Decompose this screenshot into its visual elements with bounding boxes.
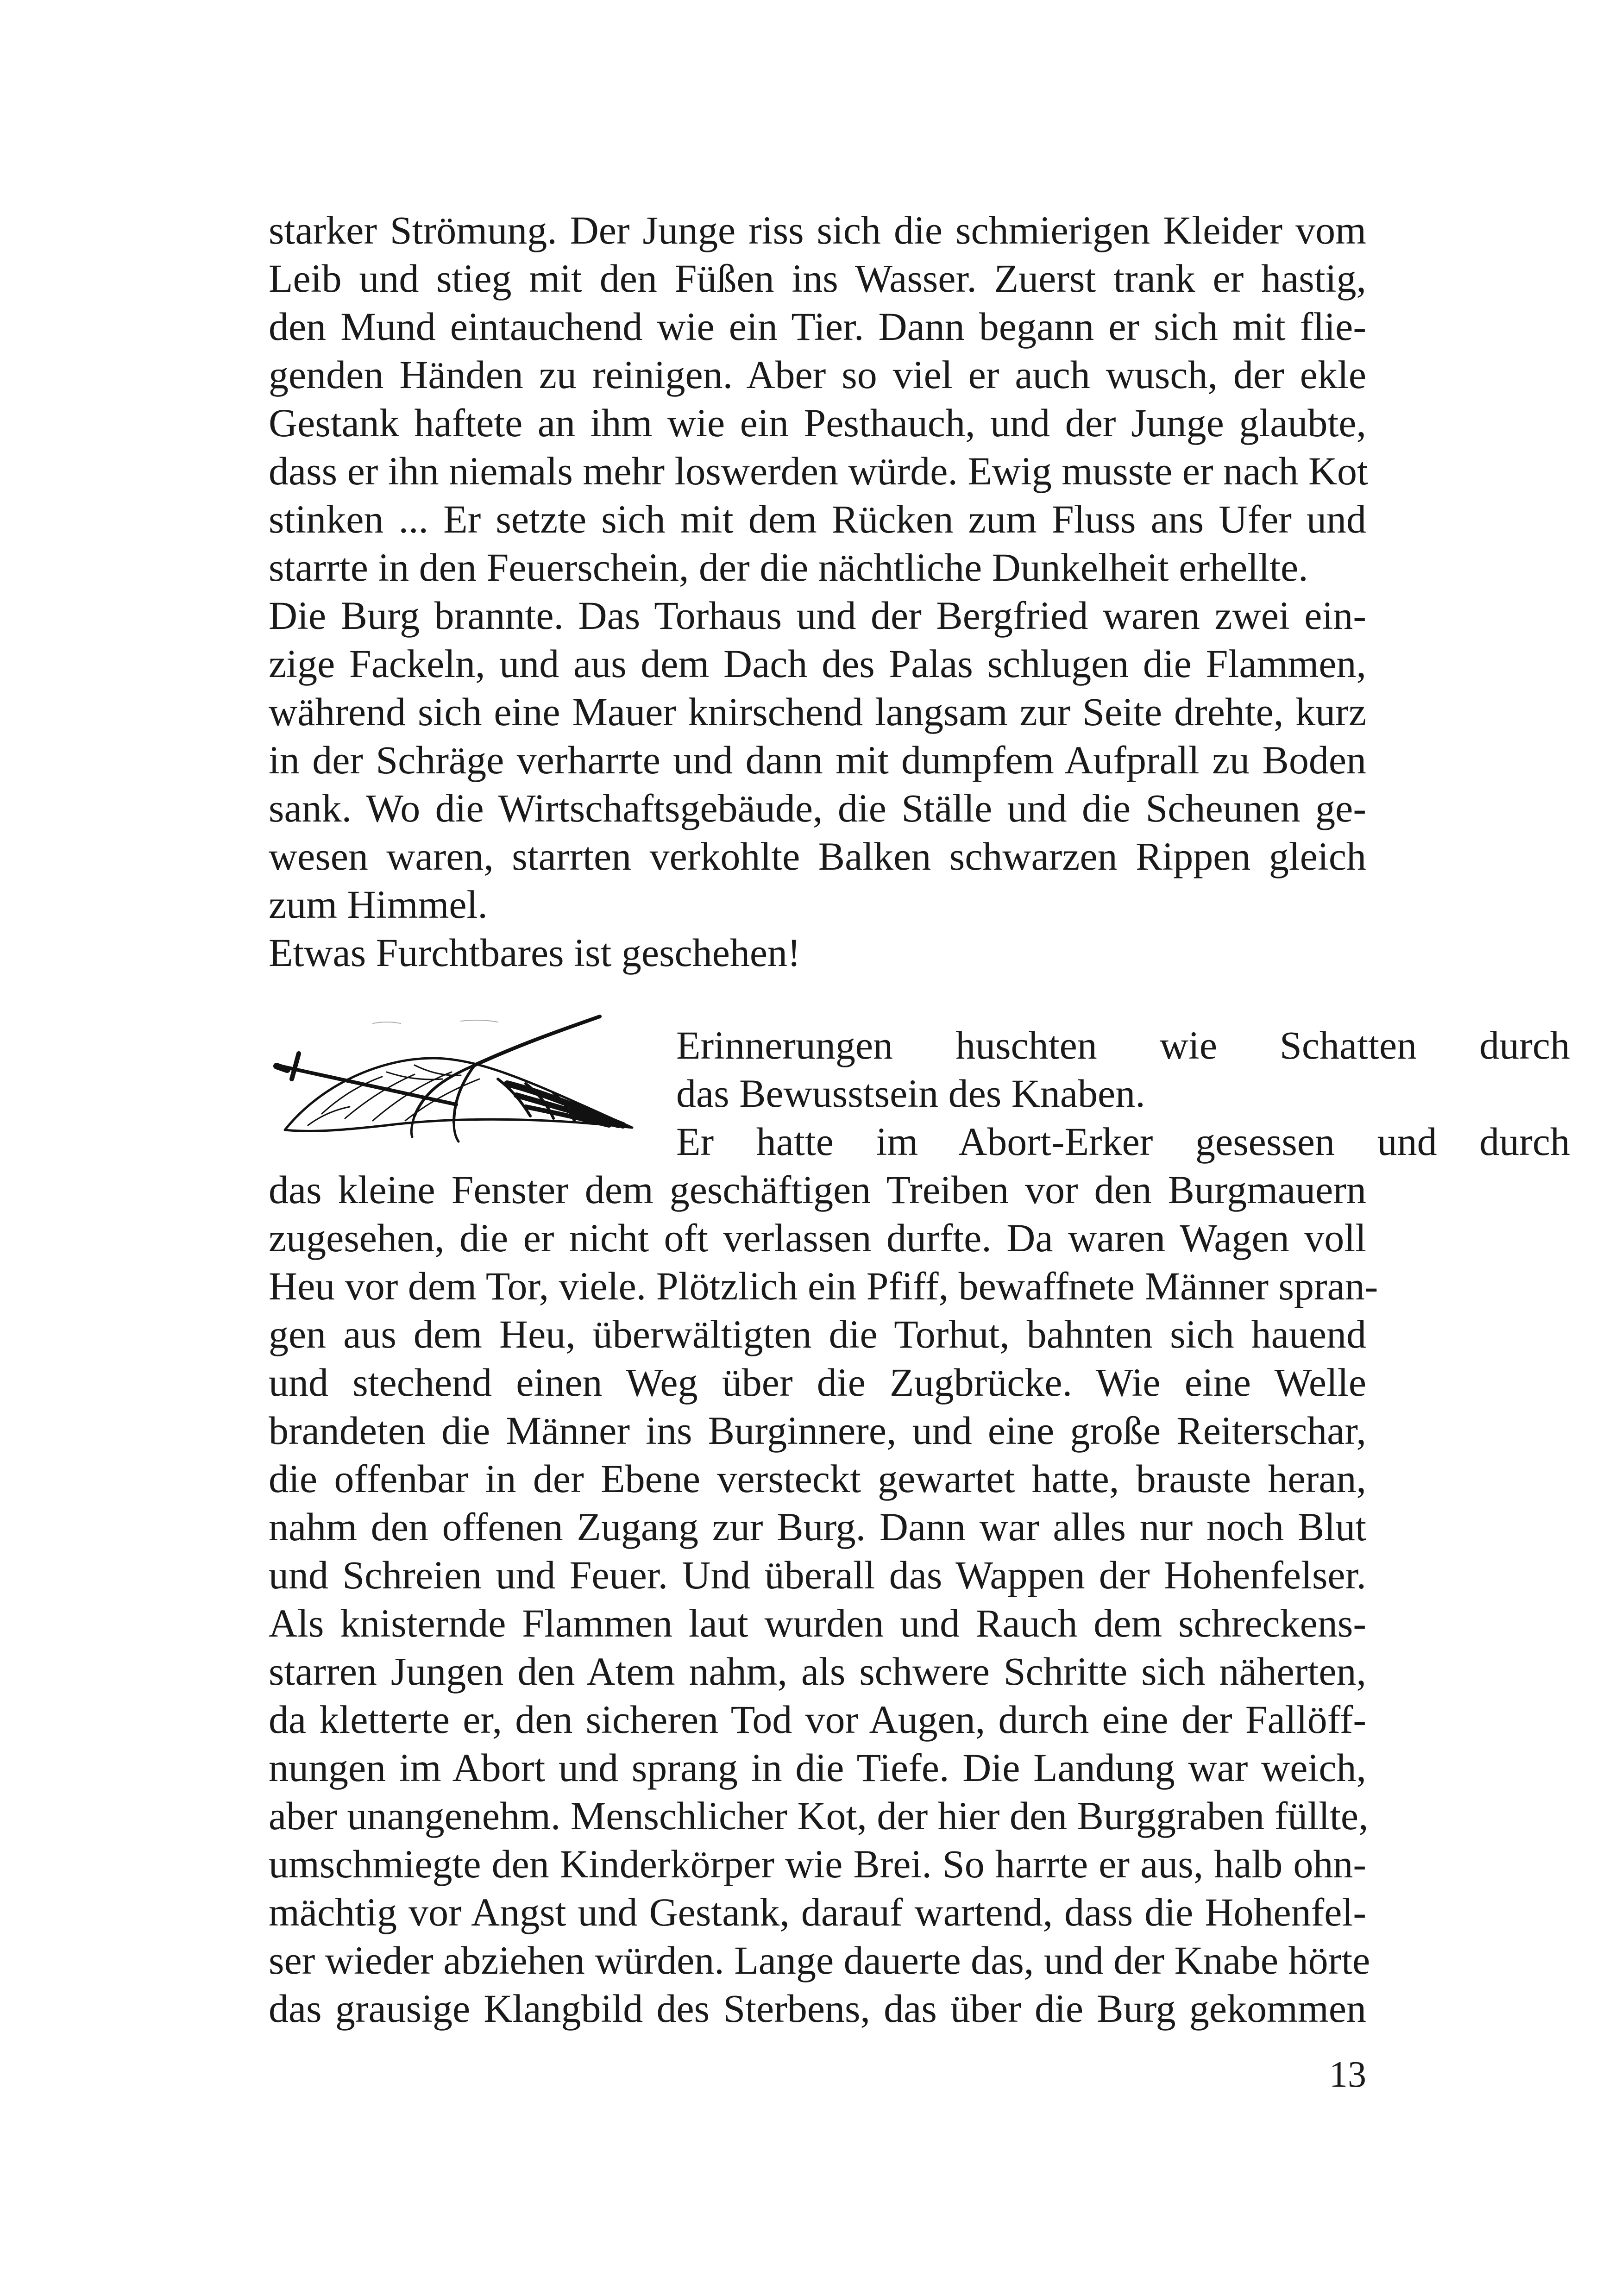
text-line: in der Schräge verharrte und dann mit dumpfem Aufprall zu Boden [269,738,1366,782]
text-line: ser wieder abziehen würden. Lange dauerte das, und der Knabe hörte [269,1938,1370,1982]
text-line: brandeten die Männer ins Burginnere, und eine große Reiterschar, [269,1408,1366,1453]
text-line: Als knisternde Flammen laut wurden und Rauch dem schreckens- [269,1601,1366,1645]
text-line: Etwas Furchtbares ist geschehen! [269,930,801,975]
text-line: zum Himmel. [269,882,488,927]
text-line: genden Händen zu reinigen. Aber so viel er auch wusch, der ekle [269,352,1366,397]
text-line: mächtig vor Angst und Gestank, darauf wartend, dass die Hohenfel- [269,1890,1366,1934]
text-line: Die Burg brannte. Das Torhaus und der Bergfried waren zwei ein- [269,593,1366,638]
text-line: während sich eine Mauer knirschend langsam zur Seite drehte, kurz [269,690,1366,734]
text-line: Erinnerungen huschten wie Schatten durch [676,1023,1570,1067]
text-line: das grausige Klangbild des Sterbens, das über die Burg gekommen [269,1986,1366,2031]
text-line: sank. Wo die Wirtschaftsgebäude, die Ställe und die Scheunen ge- [269,786,1366,830]
text-line: starren Jungen den Atem nahm, als schwere Schritte sich näherten, [269,1649,1366,1694]
page-number: 13 [1329,2054,1366,2095]
hay-pile-sword-pitchfork-icon [266,1014,641,1153]
text-line: nahm den offenen Zugang zur Burg. Dann war alles nur noch Blut [269,1505,1366,1549]
text-line: starrte in den Feuerschein, der die nächtliche Dunkelheit erhellte. [269,545,1308,590]
text-line: umschmiegte den Kinderkörper wie Brei. So harrte er aus, halb ohn- [269,1842,1366,1886]
text-line: den Mund eintauchend wie ein Tier. Dann begann er sich mit flie- [269,304,1366,349]
text-line: Gestank haftete an ihm wie ein Pesthauch, und der Junge glaubte, [269,401,1366,445]
text-line: dass er ihn niemals mehr loswerden würde. Ewig musste er nach Kot [269,449,1368,493]
text-line: Heu vor dem Tor, viele. Plötzlich ein Pfiff, bewaffnete Männer spran- [269,1264,1378,1308]
text-line: nungen im Abort und sprang in die Tiefe. Die Landung war weich, [269,1745,1366,1790]
text-line: Leib und stieg mit den Füßen ins Wasser. Zuerst trank er hastig, [269,256,1366,301]
text-line: zugesehen, die er nicht oft verlassen durfte. Da waren Wagen voll [269,1216,1366,1260]
text-line: aber unangenehm. Menschlicher Kot, der hier den Burggraben füllte, [269,1794,1369,1838]
text-line: Er hatte im Abort-Erker gesessen und durch [676,1119,1570,1164]
text-line: stinken ... Er setzte sich mit dem Rücken zum Fluss ans Ufer und [269,497,1366,541]
text-line: da kletterte er, den sicheren Tod vor Augen, durch eine der Fallöff- [269,1697,1366,1742]
text-line: das kleine Fenster dem geschäftigen Treiben vor den Burgmauern [269,1167,1366,1212]
text-line: wesen waren, starrten verkohlte Balken schwarzen Rippen gleich [269,834,1366,878]
text-line: zige Fackeln, und aus dem Dach des Palas schlugen die Flammen, [269,641,1366,686]
text-line: und Schreien und Feuer. Und überall das Wappen der Hohenfelser. [269,1553,1366,1597]
text-line: die offenbar in der Ebene versteckt gewartet hatte, brauste heran, [269,1456,1366,1501]
text-line: und stechend einen Weg über die Zugbrücke. Wie eine Welle [269,1360,1366,1405]
text-line: starker Strömung. Der Junge riss sich die schmierigen Kleider vom [269,208,1366,252]
text-line: gen aus dem Heu, überwältigten die Torhut, bahnten sich hauend [269,1312,1366,1356]
text-line: das Bewusstsein des Knaben. [676,1071,1145,1116]
